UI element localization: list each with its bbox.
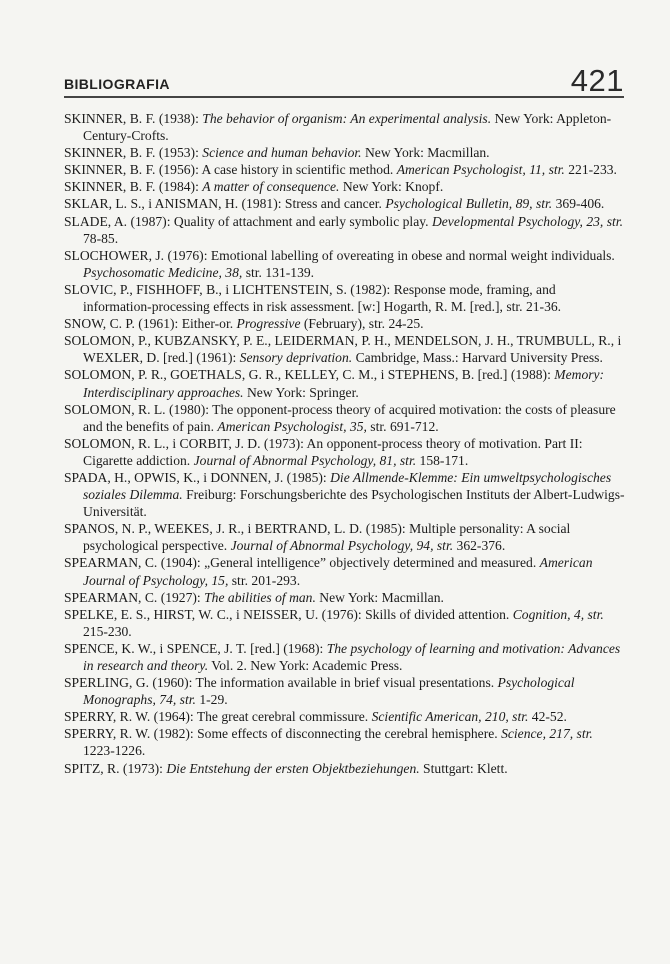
- reference-entry: SOLOMON, R. L. (1980): The opponent-process theory of acquired motivation: the costs of pleasure and the benefits of pain. American Psychologist, 35, str. 691-712.: [64, 401, 616, 434]
- reference-entry: SKINNER, B. F. (1938): The behavior of organism: An experimental analysis. New York: Appleton-Century-Crofts.: [64, 111, 612, 144]
- reference-entry: SKINNER, B. F. (1984): A matter of consequence. New York: Knopf.: [64, 179, 444, 195]
- reference-entry: SLOCHOWER, J. (1976): Emotional labelling of overeating in obese and normal weight individuals. Psychosomatic Medicine, 38, str. 131-139.: [64, 247, 615, 280]
- page-number: 421: [570, 63, 624, 98]
- reference-entry: SKLAR, L. S., i ANISMAN, H. (1981): Stress and cancer. Psychological Bulletin, 89, str. 369-406.: [64, 196, 605, 212]
- reference-entry: SNOW, C. P. (1961): Either-or. Progressive (February), str. 24-25.: [64, 316, 424, 332]
- reference-entry: SOLOMON, R. L., i CORBIT, J. D. (1973): An opponent-process theory of motivation. Part II: Cigarette addiction. Journal of Abnormal Psychology, 81, str. 158-171.: [64, 435, 583, 468]
- running-header: [64, 62, 624, 98]
- reference-entry: SOLOMON, P. R., GOETHALS, G. R., KELLEY, C. M., i STEPHENS, B. [red.] (1988): Memory: Interdisciplinary approaches. New York: Springer.: [64, 367, 605, 400]
- reference-entry: SKINNER, B. F. (1956): A case history in scientific method. American Psychologist, 11, str. 221-233.: [64, 162, 617, 178]
- reference-entry: SPERRY, R. W. (1982): Some effects of disconnecting the cerebral hemisphere. Science, 217, str. 1223-1226.: [64, 726, 593, 759]
- reference-entry: SPERRY, R. W. (1964): The great cerebral commissure. Scientific American, 210, str. 42-52.: [64, 709, 567, 725]
- reference-entry: SOLOMON, P., KUBZANSKY, P. E., LEIDERMAN, P. H., MENDELSON, J. H., TRUMBULL, R., i WEXLER, D. [red.] (1961): Sensory deprivation. Cambridge, Mass.: Harvard University Press.: [64, 333, 622, 366]
- reference-entry: SPENCE, K. W., i SPENCE, J. T. [red.] (1968): The psychology of learning and motivation: Advances in research and theory. Vol. 2. New York: Academic Press.: [64, 640, 621, 673]
- reference-entry: SPERLING, G. (1960): The information available in brief visual presentations. Psychological Monographs, 74, str. 1-29.: [64, 675, 575, 708]
- reference-entry: SPANOS, N. P., WEEKES, J. R., i BERTRAND, L. D. (1985): Multiple personality: A social psychological perspective. Journal of Abnormal Psychology, 94, str. 362-376.: [64, 521, 571, 554]
- reference-list: [64, 110, 626, 777]
- reference-entry: SLADE, A. (1987): Quality of attachment and early symbolic play. Developmental Psychology, 23, str. 78-85.: [64, 213, 623, 246]
- reference-entry: SKINNER, B. F. (1953): Science and human behavior. New York: Macmillan.: [64, 145, 490, 161]
- reference-entry: SPEARMAN, C. (1927): The abilities of man. New York: Macmillan.: [64, 589, 444, 605]
- reference-entry: SPELKE, E. S., HIRST, W. C., i NEISSER, U. (1976): Skills of divided attention. Cognition, 4, str. 215-230.: [64, 606, 604, 639]
- reference-entry: SPADA, H., OPWIS, K., i DONNEN, J. (1985): Die Allmende-Klemme: Ein umweltpsychologisches soziales Dilemma. Freiburg: Forschungsberichte des Psychologischen Instituts der Albert-Ludwigs-Universität.: [64, 469, 625, 520]
- reference-entry: SPEARMAN, C. (1904): „General intelligence” objectively determined and measured. American Journal of Psychology, 15, str. 201-293.: [64, 555, 593, 588]
- reference-entry: SPITZ, R. (1973): Die Entstehung der ersten Objektbeziehungen. Stuttgart: Klett.: [64, 760, 508, 776]
- reference-entry: SLOVIC, P., FISHHOFF, B., i LICHTENSTEIN, S. (1982): Response mode, framing, and information-processing effects in risk assessment. [w:] Hogarth, R. M. [red.], str. 21-36.: [64, 281, 562, 315]
- section-title: BIBLIOGRAFIA: [64, 76, 170, 92]
